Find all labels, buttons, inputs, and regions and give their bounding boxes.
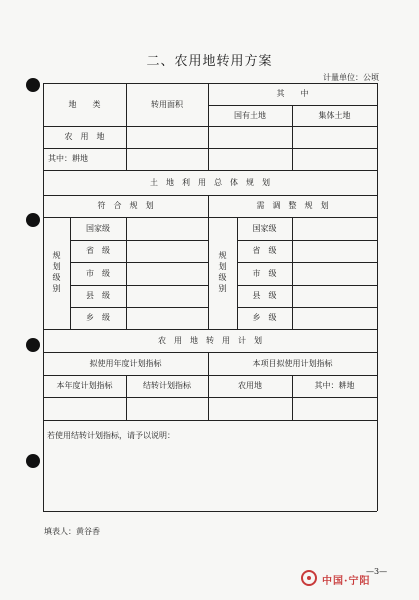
header-collective-land: 集体土地 — [318, 110, 351, 120]
page-title: 二、农用地转用方案 — [146, 54, 273, 69]
level-city-right: 市 级 — [252, 268, 277, 278]
header-conversion-area: 转用面积 — [151, 99, 183, 109]
header-current-year-quota: 本年度计划指标 — [56, 381, 113, 391]
section-land-use-plan: 土 地 利 用 总 体 规 划 — [150, 177, 270, 187]
level-national-right: 国家级 — [252, 223, 277, 233]
header-of-which-arable: 其中：耕地 — [314, 381, 355, 391]
header-land-type: 地 类 — [68, 99, 101, 109]
header-adjust-plan: 需 调 整 规 划 — [256, 201, 329, 211]
page-number: —3— — [366, 567, 388, 576]
plan-level-label-left: 规 划 级 别 — [52, 251, 61, 293]
row-agricultural-land: 农 用 地 — [64, 132, 105, 142]
level-national-left: 国家级 — [86, 223, 110, 233]
level-county-left: 县 级 — [86, 291, 110, 301]
level-province-left: 省 级 — [86, 246, 110, 256]
level-province-right: 省 级 — [252, 246, 277, 256]
plan-level-label-right: 规 划 级 别 — [218, 251, 227, 293]
level-city-left: 市 级 — [86, 268, 110, 278]
header-carryover-quota: 结转计划指标 — [143, 381, 191, 391]
level-township-left: 乡 级 — [86, 313, 110, 323]
level-county-right: 县 级 — [252, 291, 277, 301]
section-conversion-plan: 农 用 地 转 用 计 划 — [158, 335, 262, 345]
header-agricultural-land: 农用地 — [238, 381, 262, 391]
header-conform-plan: 符 合 规 划 — [97, 201, 154, 211]
header-of-which: 其 中 — [276, 89, 309, 99]
unit-label: 计量单位：公顷 — [323, 73, 379, 82]
watermark-logo-icon — [301, 570, 317, 586]
form-filler: 填表人：黄谷香 — [44, 527, 100, 536]
row-arable-land: 其中：耕地 — [48, 154, 88, 164]
header-annual-quota: 拟使用年度计划指标 — [89, 358, 162, 368]
carryover-note: 若使用结转计划指标，请予以说明： — [47, 431, 175, 440]
watermark-text: 中国·宁阳 — [322, 576, 371, 587]
header-project-quota: 本项目拟使用计划指标 — [252, 358, 333, 368]
level-township-right: 乡 级 — [252, 313, 277, 323]
header-state-land: 国有土地 — [234, 110, 266, 120]
